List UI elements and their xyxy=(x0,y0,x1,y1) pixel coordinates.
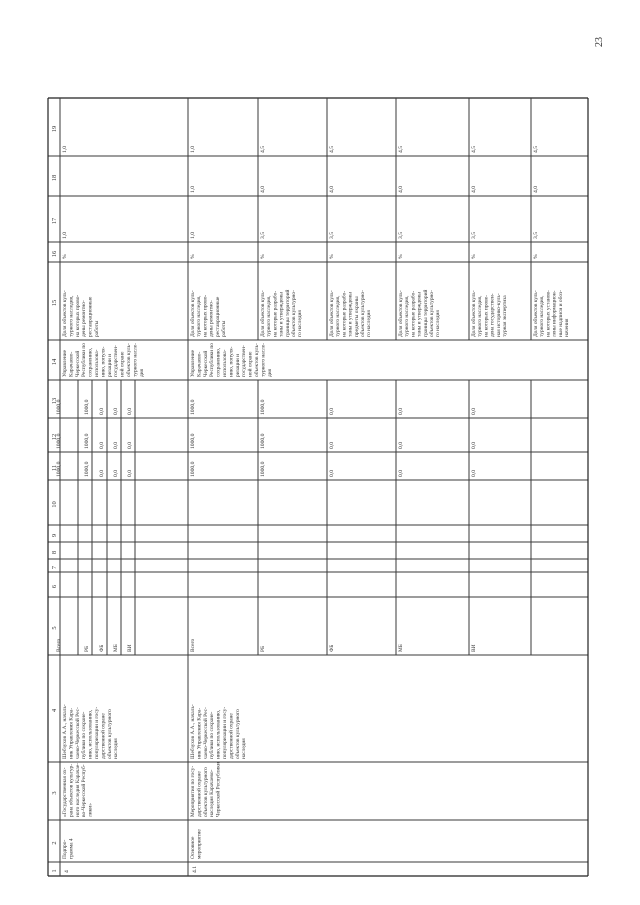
executor: государствен- xyxy=(241,345,248,377)
indicator-text: на которые разрабо- xyxy=(341,290,348,337)
measure-name: наследия Карачаево- xyxy=(209,769,216,817)
indicator-value-19: 1,0 xyxy=(62,146,68,153)
responsible-person: публики по сохране- xyxy=(209,711,216,759)
executor: использова- xyxy=(94,349,100,377)
responsible-person: публики по сохране- xyxy=(81,711,88,759)
funding-source: ВИ xyxy=(127,644,133,652)
amount-col11: 0,0 xyxy=(398,470,404,477)
responsible-person: чаево-Черкесской Рес- xyxy=(74,707,81,759)
indicator-unit: % xyxy=(260,254,266,259)
indicator-text: Доля объектов куль- xyxy=(329,290,335,337)
amount-col11: 1000,0 xyxy=(84,461,90,477)
column-header-7: 7 xyxy=(51,565,58,570)
indicator-text: Доля объектов куль- xyxy=(62,290,68,337)
indicator-text: на которых установ- xyxy=(545,290,552,337)
indicator-value-17: 3,5 xyxy=(533,232,539,239)
column-header-13: 13 xyxy=(51,397,58,405)
responsible-person: ник Управления Кара- xyxy=(196,707,203,759)
subprogram-name: ного наследия Карачае- xyxy=(74,763,81,817)
subprogram-name: рана объектов культур- xyxy=(68,763,75,817)
column-header-11: 11 xyxy=(51,464,58,472)
responsible-person: нию, использованию, xyxy=(215,709,222,759)
executor: объектов куль- xyxy=(254,343,260,377)
executor: Черкесской xyxy=(74,350,81,377)
indicator-text: турного наследия, xyxy=(68,295,75,337)
indicator-text: на которых прове- xyxy=(483,295,490,337)
indicator-text: таны и утверждены xyxy=(347,292,354,337)
measure-label: мероприятие xyxy=(196,829,203,859)
funding-source: Всего xyxy=(56,638,62,652)
indicator-text: турного наследия, xyxy=(539,295,546,337)
executor: Управление xyxy=(190,349,196,377)
responsible-person: ник Управления Кара- xyxy=(68,707,75,759)
executor: нию, популя- xyxy=(228,346,235,377)
amount-col13: 1000,0 xyxy=(190,399,196,415)
indicator-value-19: 1,0 xyxy=(190,146,196,153)
amount-col12: 0,0 xyxy=(127,442,133,449)
amount-col11: 0,0 xyxy=(329,470,335,477)
indicator-text: го наследия xyxy=(435,310,442,337)
amount-col12: 0,0 xyxy=(398,442,404,449)
responsible-person: объектов культурного xyxy=(234,709,241,759)
indicator-unit: % xyxy=(190,254,196,259)
indicator-text: дены ремонтно- xyxy=(81,300,88,337)
responsible-person: нию, использованию, xyxy=(87,709,94,759)
indicator-text: границы территорий xyxy=(284,289,291,337)
indicator-unit: % xyxy=(533,254,539,259)
indicator-text: на которых прово- xyxy=(74,294,81,337)
indicator-text: го наследия xyxy=(297,310,304,337)
column-header-10: 10 xyxy=(51,501,58,508)
indicator-text: таны и утверждены xyxy=(278,292,285,337)
indicator-text: турного наследия, xyxy=(404,295,411,337)
amount-col12: 0,0 xyxy=(329,442,335,449)
indicator-text: Доля объектов куль- xyxy=(190,290,196,337)
responsible-person: популяризации и госу- xyxy=(94,706,100,759)
indicator-text: на которые разрабо- xyxy=(410,290,417,337)
indicator-value-17: 1,0 xyxy=(190,232,196,239)
responsible-person: Шебзухов А.А., началь- xyxy=(190,704,196,759)
executor: ризации и xyxy=(106,354,113,377)
amount-col11: 0,0 xyxy=(471,470,477,477)
indicator-text: турная экспертиза xyxy=(502,295,508,337)
indicator-value-19: 4,5 xyxy=(533,146,539,153)
column-header-15: 15 xyxy=(51,299,58,307)
amount-col13: 0,0 xyxy=(99,408,105,415)
indicator-text: начения xyxy=(564,318,570,337)
table-header-row xyxy=(51,126,58,873)
amount-col12: 1000,0 xyxy=(84,433,90,449)
indicator-value-18: 4,0 xyxy=(398,186,404,193)
amount-col13: 0,0 xyxy=(127,408,133,415)
indicator-value-19: 4,5 xyxy=(260,146,266,153)
funding-source: ВИ xyxy=(471,644,477,652)
amount-col12: 0,0 xyxy=(113,442,119,449)
amount-col12: 1000,0 xyxy=(56,433,62,449)
executor: ной охране xyxy=(119,351,126,377)
executor: ризации и xyxy=(234,354,241,377)
amount-col12: 1000,0 xyxy=(260,433,266,449)
funding-source: Всего xyxy=(190,638,196,652)
executor: Республики по xyxy=(81,343,88,377)
indicator-text: работы xyxy=(221,320,227,337)
executor: Черкесской xyxy=(202,350,209,377)
row-number: 4 xyxy=(64,870,70,873)
executor: нию, популя- xyxy=(100,346,107,377)
row-number: 4.1 xyxy=(192,866,198,873)
indicator-text: работы xyxy=(94,320,100,337)
funding-source: РБ xyxy=(260,645,266,652)
column-header-19: 19 xyxy=(51,125,58,133)
indicator-text: таны и утверждены xyxy=(416,292,423,337)
column-header-1: 1 xyxy=(51,869,58,873)
executor: государствен- xyxy=(113,345,120,377)
column-header-18: 18 xyxy=(51,174,58,182)
table-body xyxy=(56,146,570,873)
amount-col11: 1000,0 xyxy=(190,461,196,477)
subprogram-name: во-Черкесской Респуб- xyxy=(81,764,88,817)
indicator-unit: % xyxy=(329,254,335,259)
column-header-16: 16 xyxy=(51,250,58,258)
executor: дия xyxy=(138,368,145,377)
page-number: 23 xyxy=(594,37,605,47)
funding-source: ФБ xyxy=(329,644,335,652)
indicator-value-19: 4,5 xyxy=(398,146,404,153)
column-header-9: 9 xyxy=(51,533,58,538)
indicator-text: объектов культурно- xyxy=(360,290,366,337)
amount-col13: 1000,0 xyxy=(56,399,62,415)
executor: Республики по xyxy=(209,343,216,377)
column-header-5: 5 xyxy=(51,626,58,630)
indicator-text: дены ремонтно- xyxy=(208,300,215,337)
indicator-value-17: 3,5 xyxy=(471,232,477,239)
measure-label: Основное xyxy=(190,836,196,859)
funding-source: РБ xyxy=(84,645,90,652)
indicator-text: Доля объектов куль- xyxy=(260,290,266,337)
indicator-value-18: 1,0 xyxy=(190,186,196,193)
indicator-unit: % xyxy=(398,254,404,259)
amount-col13: 1000,0 xyxy=(260,399,266,415)
indicator-text: объектов культурно- xyxy=(429,290,435,337)
amount-col11: 1000,0 xyxy=(260,461,266,477)
executor: Карачаево- xyxy=(196,351,203,377)
funding-source: ФБ xyxy=(99,644,105,652)
executor: турного насле- xyxy=(260,343,267,377)
column-header-12: 12 xyxy=(51,433,58,441)
responsible-person: Шебзухов А.А., началь- xyxy=(62,704,68,759)
amount-col13: 0,0 xyxy=(113,408,119,415)
indicator-text: турного наследия, xyxy=(335,295,342,337)
responsible-person: объектов культурного xyxy=(106,709,113,759)
indicator-value-18: 4,0 xyxy=(471,186,477,193)
executor: использова- xyxy=(222,349,228,377)
amount-col11: 0,0 xyxy=(127,470,133,477)
responsible-person: наследия xyxy=(113,738,120,759)
indicator-value-18: 4,0 xyxy=(329,186,335,193)
amount-col13: 0,0 xyxy=(329,408,335,415)
executor: Управление xyxy=(62,349,68,377)
executor: объектов куль- xyxy=(126,343,132,377)
executor: ной охране xyxy=(247,351,254,377)
subprogram-name: лики» xyxy=(87,803,94,817)
amount-col12: 0,0 xyxy=(471,442,477,449)
indicator-value-19: 4,5 xyxy=(329,146,335,153)
indicator-text: Доля объектов куль- xyxy=(533,290,539,337)
indicator-text: предметы охраны xyxy=(353,296,360,337)
column-header-6: 6 xyxy=(51,584,58,589)
amount-col11: 1000,0 xyxy=(56,461,62,477)
indicator-text: го наследия xyxy=(366,310,373,337)
amount-col13: 0,0 xyxy=(471,408,477,415)
indicator-text: реставрационные xyxy=(87,296,94,337)
indicator-text: Доля объектов куль- xyxy=(471,290,477,337)
measure-name: дарственной охране xyxy=(196,771,203,817)
indicator-text: реставрационные xyxy=(214,296,221,337)
column-header-2: 2 xyxy=(51,841,58,845)
column-header-8: 8 xyxy=(51,550,58,555)
subprogram-label: грамма 4 xyxy=(68,838,75,859)
measure-name: объектов культурного xyxy=(202,767,209,817)
indicator-text: объектов культурно- xyxy=(291,290,297,337)
indicator-value-18: 4,0 xyxy=(260,186,266,193)
subprogram-name: «Государственная ох- xyxy=(62,767,68,817)
indicator-value-17: 1,0 xyxy=(62,232,68,239)
indicator-value-17: 3,5 xyxy=(260,232,266,239)
responsible-person: чаево-Черкесской Рес- xyxy=(202,707,209,759)
indicator-value-17: 3,5 xyxy=(329,232,335,239)
indicator-text: на которых прово- xyxy=(202,294,209,337)
indicator-unit: % xyxy=(471,254,477,259)
table-grid xyxy=(48,98,588,876)
indicator-value-19: 4,5 xyxy=(471,146,477,153)
indicator-text: на которые разрабо- xyxy=(272,290,279,337)
executor: дия xyxy=(266,368,273,377)
indicator-text: лены информацион- xyxy=(551,290,558,337)
column-header-3: 3 xyxy=(51,791,58,795)
responsible-person: популяризации и госу- xyxy=(222,706,228,759)
funding-source: МБ xyxy=(113,644,119,652)
indicator-text: Доля объектов куль- xyxy=(398,290,404,337)
amount-col13: 0,0 xyxy=(398,408,404,415)
indicator-text: турного наследия, xyxy=(196,295,203,337)
measure-name: Черкесской Республики xyxy=(215,762,222,817)
executor: турного насле- xyxy=(132,343,139,377)
amount-col13: 1000,0 xyxy=(84,399,90,415)
indicator-text: ная историко-куль- xyxy=(495,293,502,337)
indicator-text: ные надписи и обоз- xyxy=(557,290,564,337)
subprogram-label: Подпро- xyxy=(62,839,68,859)
funding-source: МБ xyxy=(398,644,404,652)
executor: сохранению, xyxy=(87,347,94,377)
indicator-unit: % xyxy=(62,254,68,259)
measure-name: Мероприятия по госу- xyxy=(190,765,196,817)
responsible-person: наследия xyxy=(241,738,248,759)
indicator-value-18: 4,0 xyxy=(533,186,539,193)
amount-col11: 0,0 xyxy=(99,470,105,477)
indicator-text: границы территорий xyxy=(422,289,429,337)
responsible-person: дарственной охране xyxy=(228,713,235,759)
responsible-person: дарственной охране xyxy=(100,713,107,759)
executor: Карачаево- xyxy=(68,351,75,377)
amount-col11: 0,0 xyxy=(113,470,119,477)
column-header-14: 14 xyxy=(51,358,58,366)
indicator-text: дена государствен- xyxy=(489,293,496,337)
indicator-text: турного наследия, xyxy=(266,295,273,337)
amount-col12: 1000,0 xyxy=(190,433,196,449)
amount-col12: 0,0 xyxy=(99,442,105,449)
indicator-value-17: 3,5 xyxy=(398,232,404,239)
column-header-4: 4 xyxy=(51,708,58,713)
indicator-text: турного наследия, xyxy=(477,295,484,337)
column-header-17: 17 xyxy=(51,217,58,225)
executor: сохранению, xyxy=(215,347,222,377)
